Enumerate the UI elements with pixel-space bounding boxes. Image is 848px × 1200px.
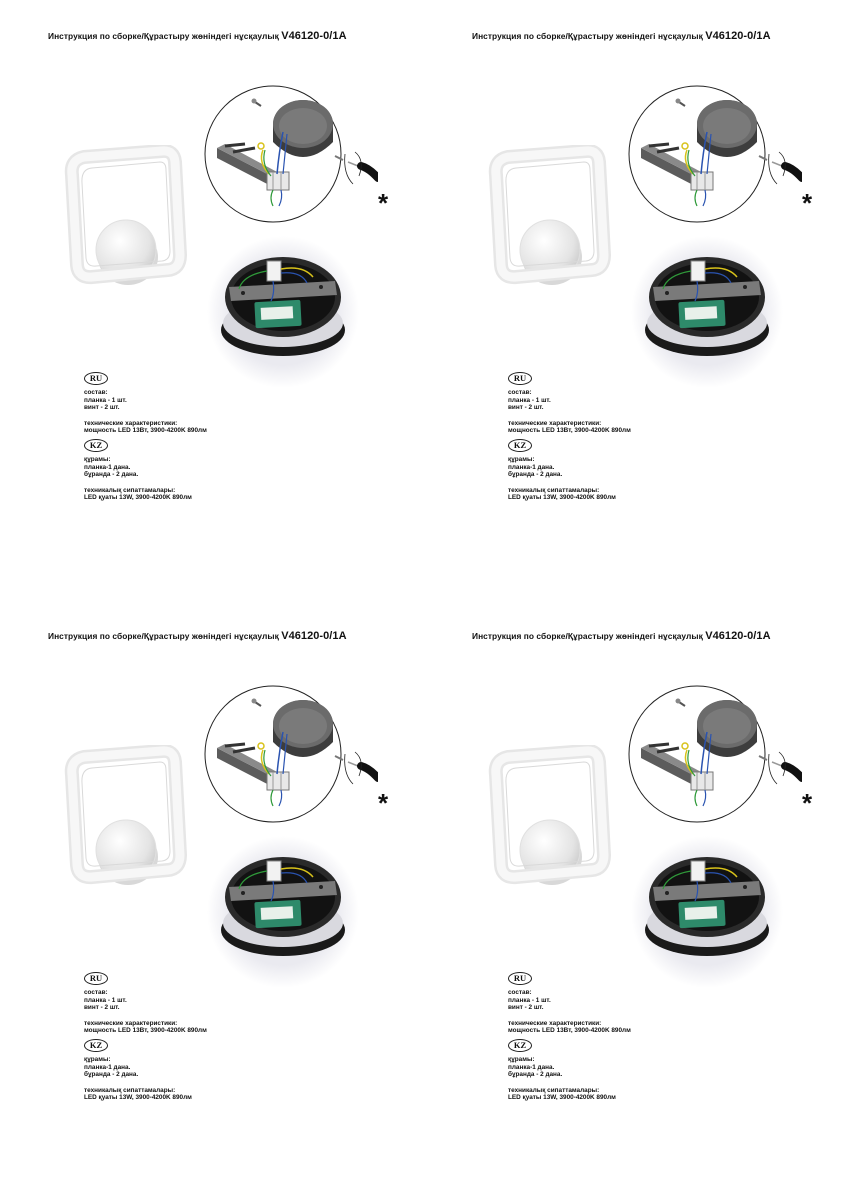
specs-text-block bbox=[508, 372, 631, 502]
ru-composition-heading: состав: bbox=[84, 989, 108, 996]
screw-marker-asterisk: * bbox=[802, 788, 813, 818]
kz-composition-item: планка-1 дана. bbox=[508, 1063, 555, 1071]
kz-specs-heading: техникалық сипаттамалары: bbox=[508, 1086, 600, 1094]
ru-composition-item: планка - 1 шт. bbox=[84, 396, 127, 404]
title-text: Инструкция по сборке/Құрастыру жөніндегі нұсқаулық bbox=[48, 31, 282, 41]
ru-composition-item: планка - 1 шт. bbox=[508, 396, 551, 404]
ru-badge: RU bbox=[508, 972, 532, 985]
ru-specs-heading: технические характеристики: bbox=[84, 1019, 178, 1027]
kz-specs-heading: техникалық сипаттамалары: bbox=[84, 486, 176, 494]
lamp-product-illustration bbox=[486, 745, 611, 890]
screw-marker-asterisk: * bbox=[802, 188, 813, 218]
ru-specs-value: мощность LED 13Вт, 3900-4200K 890лм bbox=[508, 427, 631, 435]
kz-composition-item: планка-1 дана. bbox=[508, 463, 555, 471]
title-text: Инструкция по сборке/Құрастыру жөніндегі нұсқаулық bbox=[472, 631, 706, 641]
kz-composition-item: бұранда - 2 дана. bbox=[84, 1071, 139, 1079]
model-number: V46120-0/1A bbox=[281, 630, 347, 642]
ru-specs-heading: технические характеристики: bbox=[508, 1019, 602, 1027]
kz-badge: KZ bbox=[84, 439, 108, 452]
wiring-inside-view bbox=[627, 835, 787, 990]
ru-composition-item: планка - 1 шт. bbox=[508, 996, 551, 1004]
instruction-sheet bbox=[424, 0, 848, 600]
kz-composition-item: бұранда - 2 дана. bbox=[508, 471, 563, 479]
model-number: V46120-0/1A bbox=[281, 30, 347, 42]
title-text: Инструкция по сборке/Құрастыру жөніндегі нұсқаулық bbox=[472, 31, 706, 41]
kz-specs-value: LED қуаты 13W, 3900-4200K 890лм bbox=[508, 494, 616, 502]
kz-composition-item: бұранда - 2 дана. bbox=[508, 1071, 563, 1079]
screw-marker-asterisk: * bbox=[378, 788, 389, 818]
kz-specs-value: LED қуаты 13W, 3900-4200K 890лм bbox=[84, 494, 192, 502]
specs-text-block bbox=[84, 372, 207, 502]
wiring-inside-view bbox=[203, 835, 363, 990]
sheet-title bbox=[472, 30, 771, 42]
lamp-product-illustration bbox=[62, 145, 187, 290]
ru-composition-item: винт - 2 шт. bbox=[508, 404, 544, 412]
ru-composition-heading: состав: bbox=[508, 989, 532, 996]
specs-text-block bbox=[84, 972, 207, 1102]
kz-badge: KZ bbox=[508, 439, 532, 452]
mounting-diagram bbox=[627, 682, 802, 832]
instruction-sheet bbox=[0, 0, 424, 600]
ru-specs-value: мощность LED 13Вт, 3900-4200K 890лм bbox=[84, 1027, 207, 1035]
kz-composition-item: планка-1 дана. bbox=[84, 463, 131, 471]
kz-composition-heading: құрамы: bbox=[84, 1055, 111, 1063]
ru-badge: RU bbox=[508, 372, 532, 385]
ru-composition-item: планка - 1 шт. bbox=[84, 996, 127, 1004]
title-text: Инструкция по сборке/Құрастыру жөніндегі нұсқаулық bbox=[48, 631, 282, 641]
model-number: V46120-0/1A bbox=[705, 30, 771, 42]
kz-specs-heading: техникалық сипаттамалары: bbox=[84, 1086, 176, 1094]
kz-composition-item: бұранда - 2 дана. bbox=[84, 471, 139, 479]
mounting-diagram bbox=[627, 82, 802, 232]
instruction-sheet bbox=[0, 600, 424, 1200]
kz-specs-value: LED қуаты 13W, 3900-4200K 890лм bbox=[84, 1094, 192, 1102]
kz-composition-heading: құрамы: bbox=[508, 1055, 535, 1063]
kz-composition-item: планка-1 дана. bbox=[84, 1063, 131, 1071]
ru-composition-heading: состав: bbox=[508, 389, 532, 396]
ru-composition-item: винт - 2 шт. bbox=[508, 1004, 544, 1012]
ru-badge: RU bbox=[84, 372, 108, 385]
wiring-inside-view bbox=[203, 235, 363, 390]
kz-specs-heading: техникалық сипаттамалары: bbox=[508, 486, 600, 494]
ru-composition-item: винт - 2 шт. bbox=[84, 1004, 120, 1012]
specs-text-block bbox=[508, 972, 631, 1102]
ru-composition-heading: состав: bbox=[84, 389, 108, 396]
ru-specs-value: мощность LED 13Вт, 3900-4200K 890лм bbox=[84, 427, 207, 435]
screw-marker-asterisk: * bbox=[378, 188, 389, 218]
kz-composition-heading: құрамы: bbox=[508, 455, 535, 463]
ru-specs-heading: технические характеристики: bbox=[84, 419, 178, 427]
ru-specs-value: мощность LED 13Вт, 3900-4200K 890лм bbox=[508, 1027, 631, 1035]
sheet-title bbox=[48, 630, 347, 642]
model-number: V46120-0/1A bbox=[705, 630, 771, 642]
wiring-inside-view bbox=[627, 235, 787, 390]
kz-badge: KZ bbox=[84, 1039, 108, 1052]
sheet-title bbox=[48, 30, 347, 42]
lamp-product-illustration bbox=[486, 145, 611, 290]
kz-composition-heading: құрамы: bbox=[84, 455, 111, 463]
ru-composition-item: винт - 2 шт. bbox=[84, 404, 120, 412]
kz-badge: KZ bbox=[508, 1039, 532, 1052]
ru-badge: RU bbox=[84, 972, 108, 985]
sheet-title bbox=[472, 630, 771, 642]
instruction-sheet bbox=[424, 600, 848, 1200]
mounting-diagram bbox=[203, 82, 378, 232]
ru-specs-heading: технические характеристики: bbox=[508, 419, 602, 427]
mounting-diagram bbox=[203, 682, 378, 832]
kz-specs-value: LED қуаты 13W, 3900-4200K 890лм bbox=[508, 1094, 616, 1102]
lamp-product-illustration bbox=[62, 745, 187, 890]
